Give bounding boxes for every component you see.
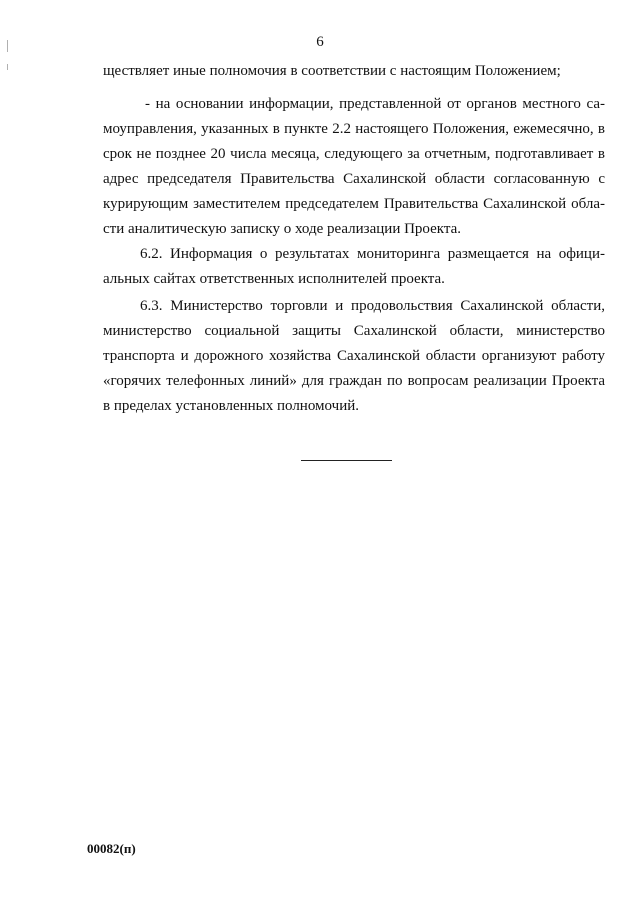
text-line: транспорта и дорожного хозяйства Сахалинской области организуют работу: [103, 348, 605, 364]
text-line: срок не позднее 20 числа месяца, следующего за отчетным, подготавливает в: [103, 146, 605, 162]
text-line: сти аналитическую записку о ходе реализации Проекта.: [103, 221, 462, 237]
end-divider: [301, 460, 392, 461]
scan-artifact: [7, 64, 8, 70]
text-line: «горячих телефонных линий» для граждан по вопросам реализации Проекта: [103, 373, 605, 389]
text-line: курирующим заместителем председателем Правительства Сахалинской обла-: [103, 196, 605, 212]
text-line: ществляет иные полномочия в соответствии с настоящим Положением;: [103, 63, 561, 79]
text-line: министерство социальной защиты Сахалинской области, министерство: [103, 323, 605, 339]
page-number: 6: [316, 34, 324, 50]
footer-code: 00082(п): [87, 841, 136, 856]
text-line: в пределах установленных полномочий.: [103, 398, 360, 414]
text-line: - на основании информации, представленной от органов местного са-: [145, 96, 605, 112]
text-line: моуправления, указанных в пункте 2.2 настоящего Положения, ежемесячно, в: [103, 121, 605, 137]
section-6-3: 6.3. Министерство торговли и продовольствия Сахалинской области,: [140, 298, 605, 314]
section-6-2: 6.2. Информация о результатах мониторинга размещается на офици-: [140, 246, 605, 262]
text-line: альных сайтах ответственных исполнителей проекта.: [103, 271, 445, 287]
text-line: адрес председателя Правительства Сахалинской области согласованную с: [103, 171, 605, 187]
